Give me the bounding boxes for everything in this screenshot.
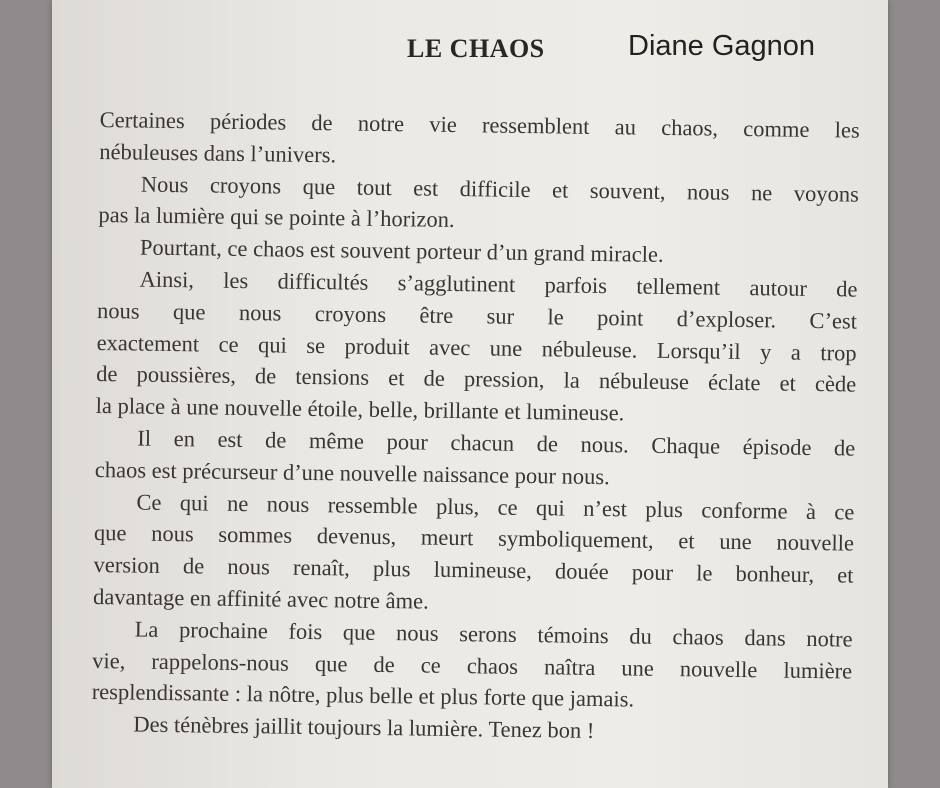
text-line: Des ténèbres jaillit toujours la lumière. Tenez bon ! (133, 711, 595, 744)
text-line: nébuleuses dans l’univers. (99, 138, 337, 168)
text-line: davantage en affinité avec notre âme. (92, 583, 429, 614)
book-page (52, 0, 888, 788)
text-line: Nous croyons que tout est difficile et souvent, nous ne voyons (140, 171, 859, 207)
text-line: chaos est précurseur d’une nouvelle naissance pour nous. (94, 456, 610, 489)
text-line: exactement ce qui se produit avec une nébuleuse. Lorsqu’il y a trop (96, 329, 857, 366)
text-line: nous que nous croyons être sur le point d’exploser. C’est (96, 297, 858, 334)
text-line: Ce qui ne nous ressemble plus, ce qui n’est plus conforme à ce (136, 489, 855, 525)
header (52, 30, 888, 70)
text-line: Pourtant, ce chaos est souvent porteur d’un grand miracle. (139, 234, 664, 268)
text-line: version de nous renaît, plus lumineuse, douée pour le bonheur, et (93, 552, 854, 588)
text-line: Il en est de même pour chacun de nous. Chaque épisode de (137, 425, 856, 461)
page-title: LE CHAOS (407, 34, 545, 63)
text-line: Certaines périodes de notre vie ressemblent au chaos, comme les (99, 106, 860, 143)
text-line: que nous sommes devenus, meurt symboliquement, et une nouvelle (93, 520, 855, 556)
text-line: La prochaine fois que nous serons témoins du chaos dans notre (134, 616, 853, 652)
text-line: vie, rappelons-nous que de ce chaos naîtra une nouvelle lumière (92, 647, 853, 684)
text-line: Ainsi, les difficultés s’agglutinent parfois tellement autour de (139, 266, 858, 302)
text-line: pas la lumière qui se pointe à l’horizon. (98, 202, 455, 233)
body-text (91, 104, 860, 750)
author-name: Diane Gagnon (628, 30, 816, 62)
text-line: la place à une nouvelle étoile, belle, brillante et lumineuse. (95, 393, 625, 426)
text-line: resplendissante : la nôtre, plus belle et plus forte que jamais. (91, 679, 635, 712)
text-line: de poussières, de tensions et de pression, la nébuleuse éclate et cède (96, 361, 857, 397)
